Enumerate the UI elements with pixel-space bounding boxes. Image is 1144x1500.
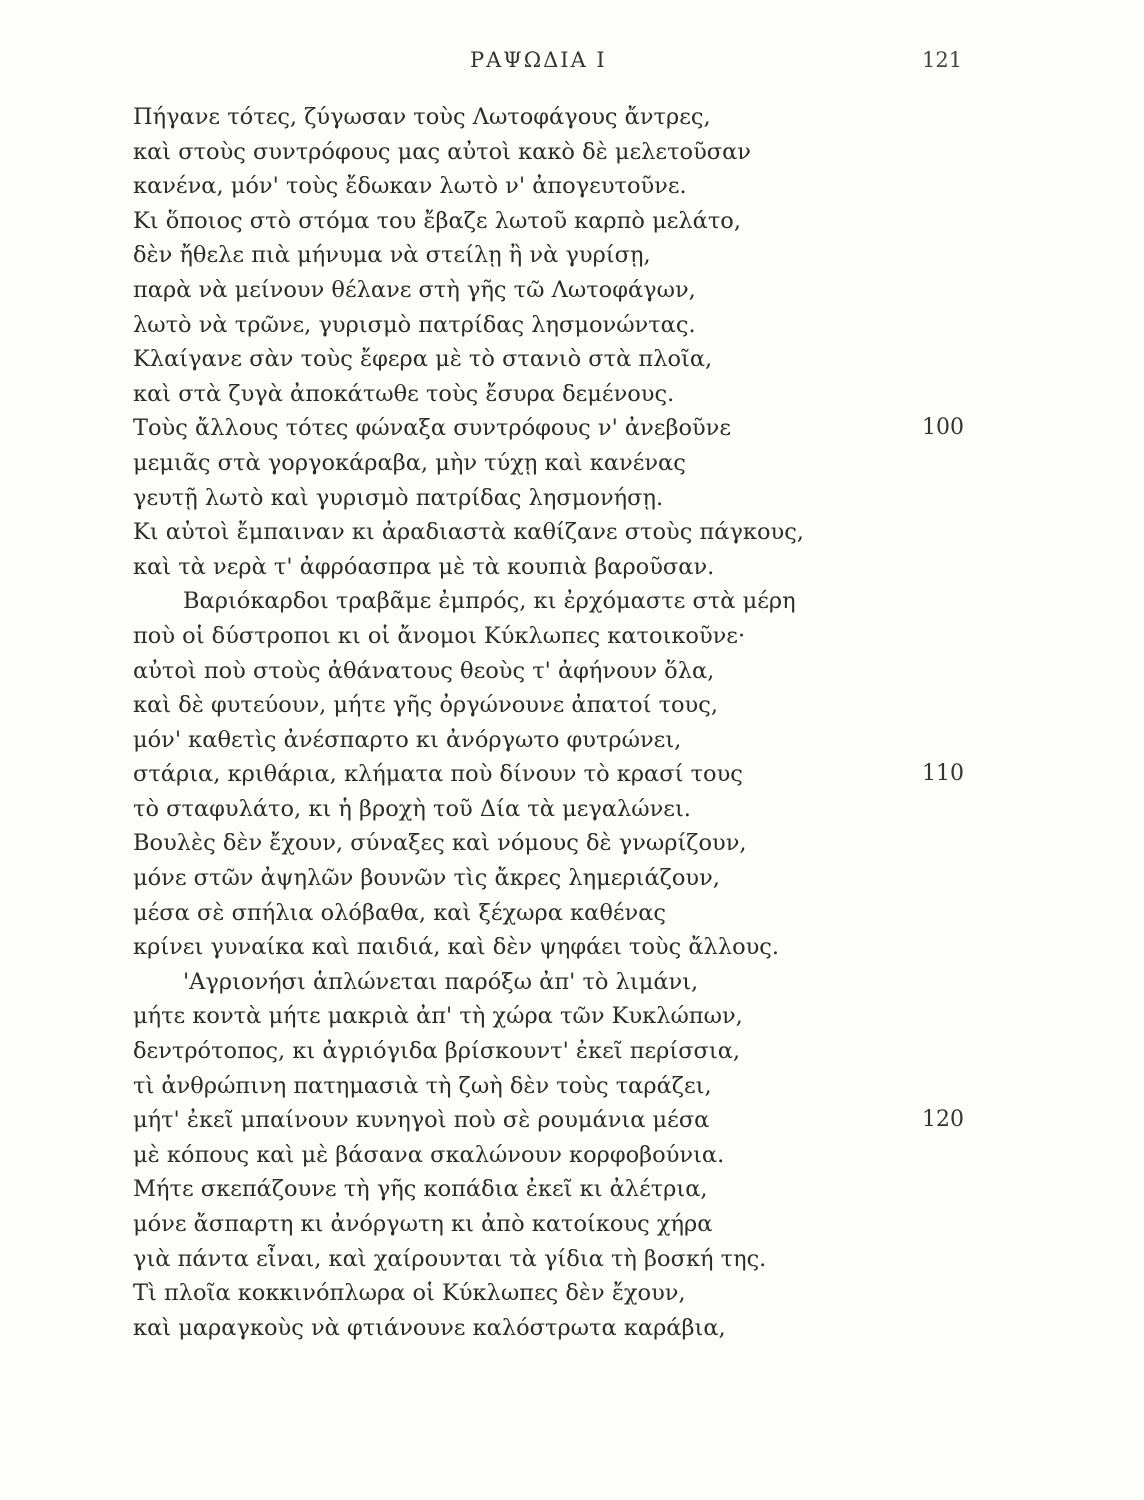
verse-line (0, 965, 1144, 1000)
verse-text: κανένα, μόν' τοὺς ἔδωκαν λωτὸ ν' ἀπογευτοῦνε. (133, 173, 687, 200)
verse-text: καὶ δὲ φυτεύουν, μήτε γῆς ὀργώνουνε ἀπατοί τους, (133, 692, 718, 719)
verse-line (0, 550, 1144, 585)
verse-line (0, 1276, 1144, 1311)
verse-text: παρὰ νὰ μείνουν θέλανε στὴ γῆς τῶ Λωτοφάγων, (133, 276, 696, 303)
verse-line (0, 930, 1144, 965)
verse-line (0, 688, 1144, 723)
verse-line (0, 169, 1144, 204)
verse-text: μήτε κοντὰ μήτε μακριὰ ἀπ' τὴ χώρα τῶν Κυκλώπων, (133, 1003, 743, 1030)
verse-text: μέσα σὲ σπήλια ολόβαθα, καὶ ξέχωρα καθένας (133, 899, 666, 926)
verse-line (0, 999, 1144, 1034)
verse-line (0, 1103, 1144, 1138)
verse-text: Τὶ πλοῖα κοκκινόπλωρα οἱ Κύκλωπες δὲν ἔχουν, (133, 1280, 686, 1307)
verse-line (0, 273, 1144, 308)
verse-line (0, 204, 1144, 239)
page-number: 121 (922, 48, 963, 72)
verse-text: Κι ὅποιος στὸ στόμα του ἔβαζε λωτοῦ καρπὸ μελάτο, (133, 207, 741, 234)
verse-text: Βαριόκαρδοι τραβᾶμε ἐμπρός, κι ἐρχόμαστε στὰ μέρη (183, 588, 796, 615)
verse-line (0, 1207, 1144, 1242)
verse-line (0, 1034, 1144, 1069)
verse-line (0, 619, 1144, 654)
verse-line (0, 1242, 1144, 1277)
verse-text: Βουλὲς δὲν ἔχουν, σύναξες καὶ νόμους δὲ γνωρίζουν, (133, 830, 747, 857)
verse-text: καὶ τὰ νερὰ τ' ἀφρόασπρα μὲ τὰ κουπιὰ βαροῦσαν. (133, 553, 715, 580)
verse-text: στάρια, κριθάρια, κλήματα ποὺ δίνουν τὸ κρασί τους (133, 761, 743, 788)
verse-line (0, 1138, 1144, 1173)
verse-text: 'Αγριονήσι ἁπλώνεται παρόξω ἀπ' τὸ λιμάνι, (183, 968, 699, 995)
verse-text: μὲ κόπους καὶ μὲ βάσανα σκαλώνουν κορφοβούνια. (133, 1141, 725, 1168)
poem-body (0, 100, 1144, 1345)
verse-text: καὶ μαραγκοὺς νὰ φτιάνουνε καλόστρωτα καράβια, (133, 1314, 726, 1341)
verse-text: τὶ ἀνθρώπινη πατημασιὰ τὴ ζωὴ δὲν τοὺς ταράζει, (133, 1072, 712, 1099)
verse-line (0, 584, 1144, 619)
verse-line (0, 377, 1144, 412)
verse-line (0, 1172, 1144, 1207)
verse-line (0, 238, 1144, 273)
line-number: 120 (922, 1107, 964, 1133)
verse-text: κρίνει γυναίκα καὶ παιδιά, καὶ δὲν ψηφάει τοὺς ἄλλους. (133, 934, 780, 961)
verse-line (0, 308, 1144, 343)
chapter-title: ΡΑΨΩΔΙΑ Ι (470, 48, 607, 72)
verse-text: μεμιᾶς στὰ γοργοκάραβα, μὴν τύχῃ καὶ κανένας (133, 449, 686, 476)
verse-line (0, 411, 1144, 446)
verse-line (0, 1069, 1144, 1104)
verse-text: δεντρότοπος, κι ἀγριόγιδα βρίσκουντ' ἐκεῖ περίσσια, (133, 1038, 741, 1065)
verse-text: γιὰ πάντα εἶναι, καὶ χαίρουνται τὰ γίδια τὴ βοσκή της. (133, 1245, 767, 1272)
verse-text: Πήγανε τότες, ζύγωσαν τοὺς Λωτοφάγους ἄντρες, (133, 104, 711, 130)
verse-line (0, 723, 1144, 758)
verse-line (0, 792, 1144, 827)
verse-text: λωτὸ νὰ τρῶνε, γυρισμὸ πατρίδας λησμονώντας. (133, 311, 696, 338)
verse-line (0, 1311, 1144, 1346)
verse-line (0, 826, 1144, 861)
verse-text: τὸ σταφυλάτο, κι ἡ βροχὴ τοῦ Δία τὰ μεγαλώνει. (133, 795, 691, 822)
verse-line (0, 861, 1144, 896)
verse-line (0, 446, 1144, 481)
line-number: 100 (922, 415, 964, 441)
verse-line (0, 896, 1144, 931)
verse-text: ποὺ οἱ δύστροποι κι οἱ ἄνομοι Κύκλωπες κατοικοῦνε· (133, 622, 746, 649)
verse-text: Κλαίγανε σὰν τοὺς ἔφερα μὲ τὸ στανιὸ στὰ πλοῖα, (133, 346, 713, 373)
verse-text: Μήτε σκεπάζουνε τὴ γῆς κοπάδια ἐκεῖ κι ἀλέτρια, (133, 1176, 708, 1203)
verse-text: γευτῇ λωτὸ καὶ γυρισμὸ πατρίδας λησμονήσῃ. (133, 484, 664, 511)
verse-text: μήτ' ἐκεῖ μπαίνουν κυνηγοὶ ποὺ σὲ ρουμάνια μέσα (133, 1107, 710, 1134)
verse-line (0, 135, 1144, 170)
verse-text: καὶ στὰ ζυγὰ ἀποκάτωθε τοὺς ἔσυρα δεμένους. (133, 380, 675, 407)
verse-text: Κι αὐτοὶ ἔμπαιναν κι ἀραδιαστὰ καθίζανε στοὺς πάγκους, (133, 519, 804, 546)
line-number: 110 (922, 761, 964, 787)
verse-text: δὲν ἤθελε πιὰ μήνυμα νὰ στείλῃ ἢ νὰ γυρίσῃ, (133, 242, 651, 269)
verse-text: καὶ στοὺς συντρόφους μας αὐτοὶ κακὸ δὲ μελετοῦσαν (133, 138, 751, 165)
verse-text: μόν' καθετὶς ἀνέσπαρτο κι ἀνόργωτο φυτρώνει, (133, 726, 682, 753)
verse-line (0, 757, 1144, 792)
verse-text: μόνε ἄσπαρτη κι ἀνόργωτη κι ἀπὸ κατοίκους χήρα (133, 1211, 713, 1237)
verse-text: αὐτοὶ ποὺ στοὺς ἀθάνατους θεοὺς τ' ἀφήνουν ὅλα, (133, 657, 715, 684)
verse-line (0, 100, 1144, 135)
verse-text: μόνε στῶν ἀψηλῶν βουνῶν τὶς ἄκρες λημεριάζουν, (133, 865, 720, 892)
verse-text: Τοὺς ἄλλους τότες φώναξα συντρόφους ν' ἀνεβοῦνε (133, 415, 732, 442)
verse-line (0, 342, 1144, 377)
verse-line (0, 481, 1144, 516)
verse-line (0, 654, 1144, 689)
verse-line (0, 515, 1144, 550)
